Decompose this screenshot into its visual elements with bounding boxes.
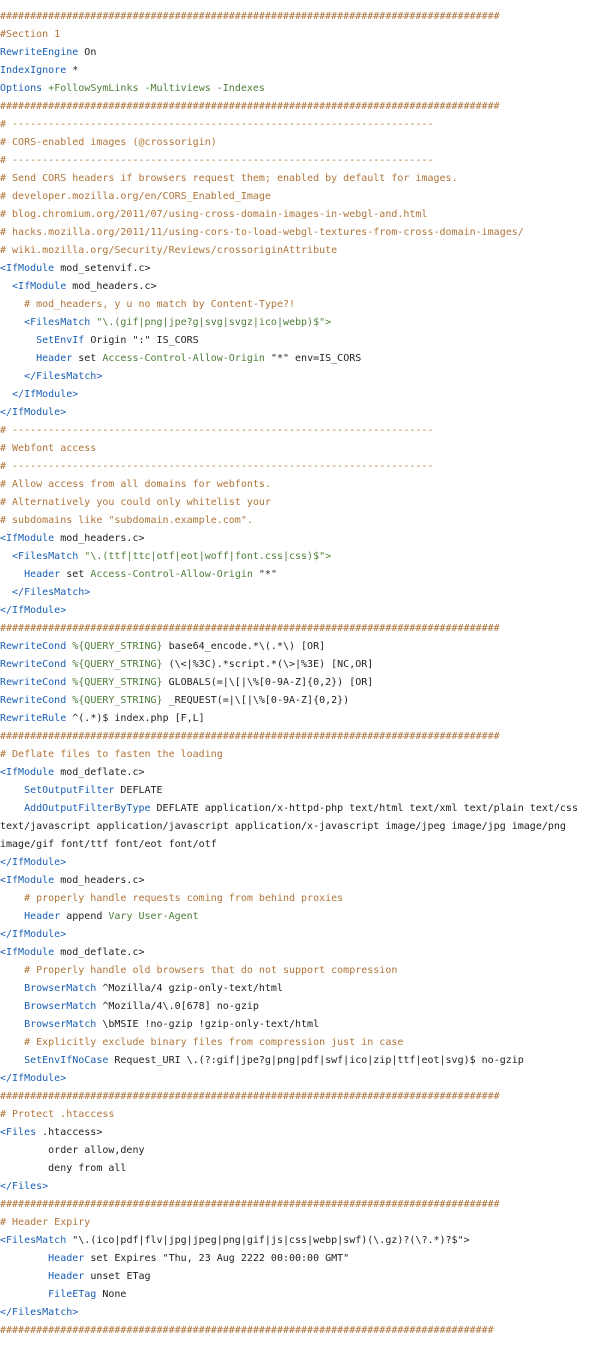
code-comment: # subdomains like "subdomain.example.com". xyxy=(0,515,253,526)
code-text: base64_encode.*\(.*\) [OR] xyxy=(162,641,326,652)
code-directive: BrowserMatch xyxy=(0,983,97,994)
code-line xyxy=(0,332,600,350)
code-line xyxy=(0,764,600,782)
code-directive: </IfModule> xyxy=(0,929,67,940)
code-line xyxy=(0,944,600,962)
code-line xyxy=(0,296,600,314)
code-line xyxy=(0,602,600,620)
code-line xyxy=(0,1214,600,1232)
code-line xyxy=(0,1304,600,1322)
code-line xyxy=(0,728,600,746)
code-value: Vary User-Agent xyxy=(108,911,199,922)
code-text: set xyxy=(60,569,91,580)
code-directive: RewriteCond xyxy=(0,659,67,670)
code-value: +FollowSymLinks -Multiviews -Indexes xyxy=(42,83,265,94)
code-comment: ################################################################################### xyxy=(0,11,500,22)
code-line xyxy=(0,494,600,512)
code-comment: # properly handle requests coming from behind proxies xyxy=(0,893,344,904)
code-comment: # mod_headers, y u no match by Content-Type?! xyxy=(0,299,296,310)
code-line xyxy=(0,458,600,476)
code-text: text/javascript application/javascript application/x-javascript image/jpeg image/jpg image/png xyxy=(0,821,566,832)
code-directive: BrowserMatch xyxy=(0,1019,97,1030)
code-text: Origin ":" IS_CORS xyxy=(84,335,199,346)
code-directive: Header xyxy=(0,1271,85,1282)
code-line xyxy=(0,890,600,908)
code-text: ^Mozilla/4\.0[678] no-gzip xyxy=(96,1001,259,1012)
code-directive: Header xyxy=(0,911,61,922)
code-text: ^(.*)$ index.php [F,L] xyxy=(66,713,205,724)
code-comment: # ---------------------------------------------------------------------- xyxy=(0,461,434,472)
code-line xyxy=(0,1052,600,1070)
code-comment: # Properly handle old browsers that do not support compression xyxy=(0,965,398,976)
code-line xyxy=(0,1196,600,1214)
code-line xyxy=(0,1034,600,1052)
code-directive: FileETag xyxy=(0,1289,97,1300)
code-comment: # Send CORS headers if browsers request them; enabled by default for images. xyxy=(0,173,458,184)
code-line xyxy=(0,224,600,242)
code-line xyxy=(0,656,600,674)
code-line xyxy=(0,566,600,584)
code-text: mod_headers.c> xyxy=(54,533,145,544)
code-text: image/gif font/ttf font/eot font/otf xyxy=(0,839,217,850)
code-line xyxy=(0,872,600,890)
code-directive: SetOutputFilter xyxy=(0,785,115,796)
code-directive: RewriteCond xyxy=(0,641,67,652)
code-directive: </IfModule> xyxy=(0,407,67,418)
code-directive: Header xyxy=(0,569,61,580)
code-line xyxy=(0,692,600,710)
code-line xyxy=(0,404,600,422)
code-text: "\.(ico|pdf|flv|jpg|jpeg|png|gif|js|css|webp|swf)(\.gz)?(\?.*)?$"> xyxy=(66,1235,470,1246)
code-directive: <IfModule xyxy=(0,947,55,958)
code-line xyxy=(0,800,600,818)
code-directive: RewriteCond xyxy=(0,695,67,706)
code-comment: # Header Expiry xyxy=(0,1217,91,1228)
code-directive: </FilesMatch> xyxy=(0,371,103,382)
code-line xyxy=(0,1016,600,1034)
code-comment: # developer.mozilla.org/en/CORS_Enabled_Image xyxy=(0,191,271,202)
code-comment: # Deflate files to fasten the loading xyxy=(0,749,223,760)
code-text: mod_deflate.c> xyxy=(54,947,145,958)
code-text: DEFLATE xyxy=(114,785,163,796)
code-directive: RewriteRule xyxy=(0,713,67,724)
code-comment: ################################################################################### xyxy=(0,731,500,742)
code-line xyxy=(0,746,600,764)
code-comment: ################################################################################## xyxy=(0,1325,494,1336)
code-comment: # ---------------------------------------------------------------------- xyxy=(0,155,434,166)
code-line xyxy=(0,440,600,458)
code-line xyxy=(0,1232,600,1250)
code-directive: IndexIgnore xyxy=(0,65,67,76)
code-line xyxy=(0,80,600,98)
code-line xyxy=(0,548,600,566)
code-line xyxy=(0,710,600,728)
code-value: Access-Control-Allow-Origin xyxy=(102,353,265,364)
code-comment: ################################################################################### xyxy=(0,623,500,634)
code-directive: <FilesMatch xyxy=(0,1235,67,1246)
code-directive: <Files xyxy=(0,1127,37,1138)
code-line xyxy=(0,476,600,494)
code-text: unset ETag xyxy=(84,1271,151,1282)
code-text: _REQUEST(=|\[|\%[0-9A-Z]{0,2}) xyxy=(162,695,350,706)
code-line xyxy=(0,818,600,836)
code-line xyxy=(0,152,600,170)
code-comment: ################################################################################### xyxy=(0,101,500,112)
code-directive: <IfModule xyxy=(0,263,55,274)
code-line xyxy=(0,116,600,134)
code-line xyxy=(0,1268,600,1286)
code-directive: </IfModule> xyxy=(0,605,67,616)
code-line xyxy=(0,1250,600,1268)
code-directive: SetEnvIf xyxy=(0,335,85,346)
code-comment: #Section 1 xyxy=(0,29,61,40)
code-line xyxy=(0,1106,600,1124)
code-line xyxy=(0,314,600,332)
code-line xyxy=(0,188,600,206)
code-comment: # ---------------------------------------------------------------------- xyxy=(0,425,434,436)
code-comment: # Alternatively you could only whitelist your xyxy=(0,497,271,508)
code-text: mod_setenvif.c> xyxy=(54,263,151,274)
code-line xyxy=(0,836,600,854)
code-text: mod_deflate.c> xyxy=(54,767,145,778)
code-comment: # blog.chromium.org/2011/07/using-cross-domain-images-in-webgl-and.html xyxy=(0,209,428,220)
code-comment: # wiki.mozilla.org/Security/Reviews/crossoriginAttribute xyxy=(0,245,338,256)
code-line xyxy=(0,242,600,260)
code-line xyxy=(0,620,600,638)
code-line xyxy=(0,998,600,1016)
code-line xyxy=(0,134,600,152)
code-directive: AddOutputFilterByType xyxy=(0,803,151,814)
code-text: set xyxy=(72,353,103,364)
code-directive: <FilesMatch xyxy=(0,551,79,562)
code-comment: ################################################################################### xyxy=(0,1091,500,1102)
code-line xyxy=(0,8,600,26)
code-directive: <IfModule xyxy=(0,767,55,778)
code-line xyxy=(0,1088,600,1106)
code-comment: # hacks.mozilla.org/2011/11/using-cors-to-load-webgl-textures-from-cross-domain-images/ xyxy=(0,227,524,238)
code-line xyxy=(0,422,600,440)
code-text: * xyxy=(66,65,79,76)
code-directive: </FilesMatch> xyxy=(0,1307,79,1318)
code-line xyxy=(0,926,600,944)
code-comment: # ---------------------------------------------------------------------- xyxy=(0,119,434,130)
code-directive: Header xyxy=(0,353,73,364)
code-text: mod_headers.c> xyxy=(54,875,145,886)
code-line xyxy=(0,1124,600,1142)
code-line xyxy=(0,854,600,872)
code-line xyxy=(0,584,600,602)
code-comment: # CORS-enabled images (@crossorigin) xyxy=(0,137,217,148)
code-directive: RewriteCond xyxy=(0,677,67,688)
code-line xyxy=(0,1160,600,1178)
code-line xyxy=(0,980,600,998)
code-value: %{QUERY_STRING} xyxy=(66,659,163,670)
code-line xyxy=(0,962,600,980)
code-line xyxy=(0,638,600,656)
code-line xyxy=(0,1070,600,1088)
code-text: deny from all xyxy=(0,1163,127,1174)
code-line xyxy=(0,26,600,44)
code-text: .htaccess> xyxy=(36,1127,103,1138)
code-directive: SetEnvIfNoCase xyxy=(0,1055,109,1066)
code-text: (\<|%3C).*script.*(\>|%3E) [NC,OR] xyxy=(162,659,374,670)
code-line xyxy=(0,1142,600,1160)
code-text: "*" xyxy=(252,569,277,580)
code-line xyxy=(0,386,600,404)
code-line xyxy=(0,782,600,800)
code-directive: Header xyxy=(0,1253,85,1264)
code-line xyxy=(0,44,600,62)
code-text: mod_headers.c> xyxy=(66,281,157,292)
code-line xyxy=(0,1286,600,1304)
code-directive: <IfModule xyxy=(0,533,55,544)
code-directive: <FilesMatch xyxy=(0,317,91,328)
code-directive: </Files> xyxy=(0,1181,49,1192)
code-line xyxy=(0,206,600,224)
code-text: GLOBALS(=|\[|\%[0-9A-Z]{0,2}) [OR] xyxy=(162,677,374,688)
code-directive: </IfModule> xyxy=(0,389,79,400)
code-value: %{QUERY_STRING} xyxy=(66,695,163,706)
code-comment: # Webfont access xyxy=(0,443,97,454)
code-text: order allow,deny xyxy=(0,1145,145,1156)
code-text: Request_URI \.(?:gif|jpe?g|png|pdf|swf|ico|zip|ttf|eot|svg)$ no-gzip xyxy=(108,1055,524,1066)
code-line xyxy=(0,62,600,80)
code-value: "\.(gif|png|jpe?g|svg|svgz|ico|webp)$"> xyxy=(90,317,332,328)
code-text: DEFLATE application/x-httpd-php text/html text/xml text/plain text/css xyxy=(150,803,578,814)
code-comment: # Explicitly exclude binary files from compression just in case xyxy=(0,1037,404,1048)
code-line xyxy=(0,674,600,692)
code-value: %{QUERY_STRING} xyxy=(66,677,163,688)
code-line xyxy=(0,512,600,530)
code-line xyxy=(0,98,600,116)
code-text: append xyxy=(60,911,109,922)
code-line xyxy=(0,278,600,296)
code-line xyxy=(0,530,600,548)
code-listing xyxy=(0,8,600,1340)
code-directive: </IfModule> xyxy=(0,857,67,868)
code-value: "\.(ttf|ttc|otf|eot|woff|font.css|css)$"> xyxy=(78,551,332,562)
code-text: "*" env=IS_CORS xyxy=(264,353,362,364)
code-line xyxy=(0,1322,600,1340)
code-comment: # Protect .htaccess xyxy=(0,1109,115,1120)
code-text: On xyxy=(78,47,97,58)
code-comment: # Allow access from all domains for webfonts. xyxy=(0,479,271,490)
code-text: None xyxy=(96,1289,127,1300)
code-line xyxy=(0,908,600,926)
code-line xyxy=(0,368,600,386)
code-line xyxy=(0,1178,600,1196)
code-directive: </IfModule> xyxy=(0,1073,67,1084)
code-value: Access-Control-Allow-Origin xyxy=(90,569,253,580)
code-directive: <IfModule xyxy=(0,281,67,292)
code-text: set Expires "Thu, 23 Aug 2222 00:00:00 GMT" xyxy=(84,1253,350,1264)
code-line xyxy=(0,170,600,188)
code-line xyxy=(0,260,600,278)
code-directive: </FilesMatch> xyxy=(0,587,91,598)
code-directive: <IfModule xyxy=(0,875,55,886)
code-text: \bMSIE !no-gzip !gzip-only-text/html xyxy=(96,1019,320,1030)
code-value: %{QUERY_STRING} xyxy=(66,641,163,652)
code-comment: ################################################################################### xyxy=(0,1199,500,1210)
code-directive: BrowserMatch xyxy=(0,1001,97,1012)
code-directive: Options xyxy=(0,83,43,94)
code-directive: RewriteEngine xyxy=(0,47,79,58)
code-text: ^Mozilla/4 gzip-only-text/html xyxy=(96,983,283,994)
code-line xyxy=(0,350,600,368)
